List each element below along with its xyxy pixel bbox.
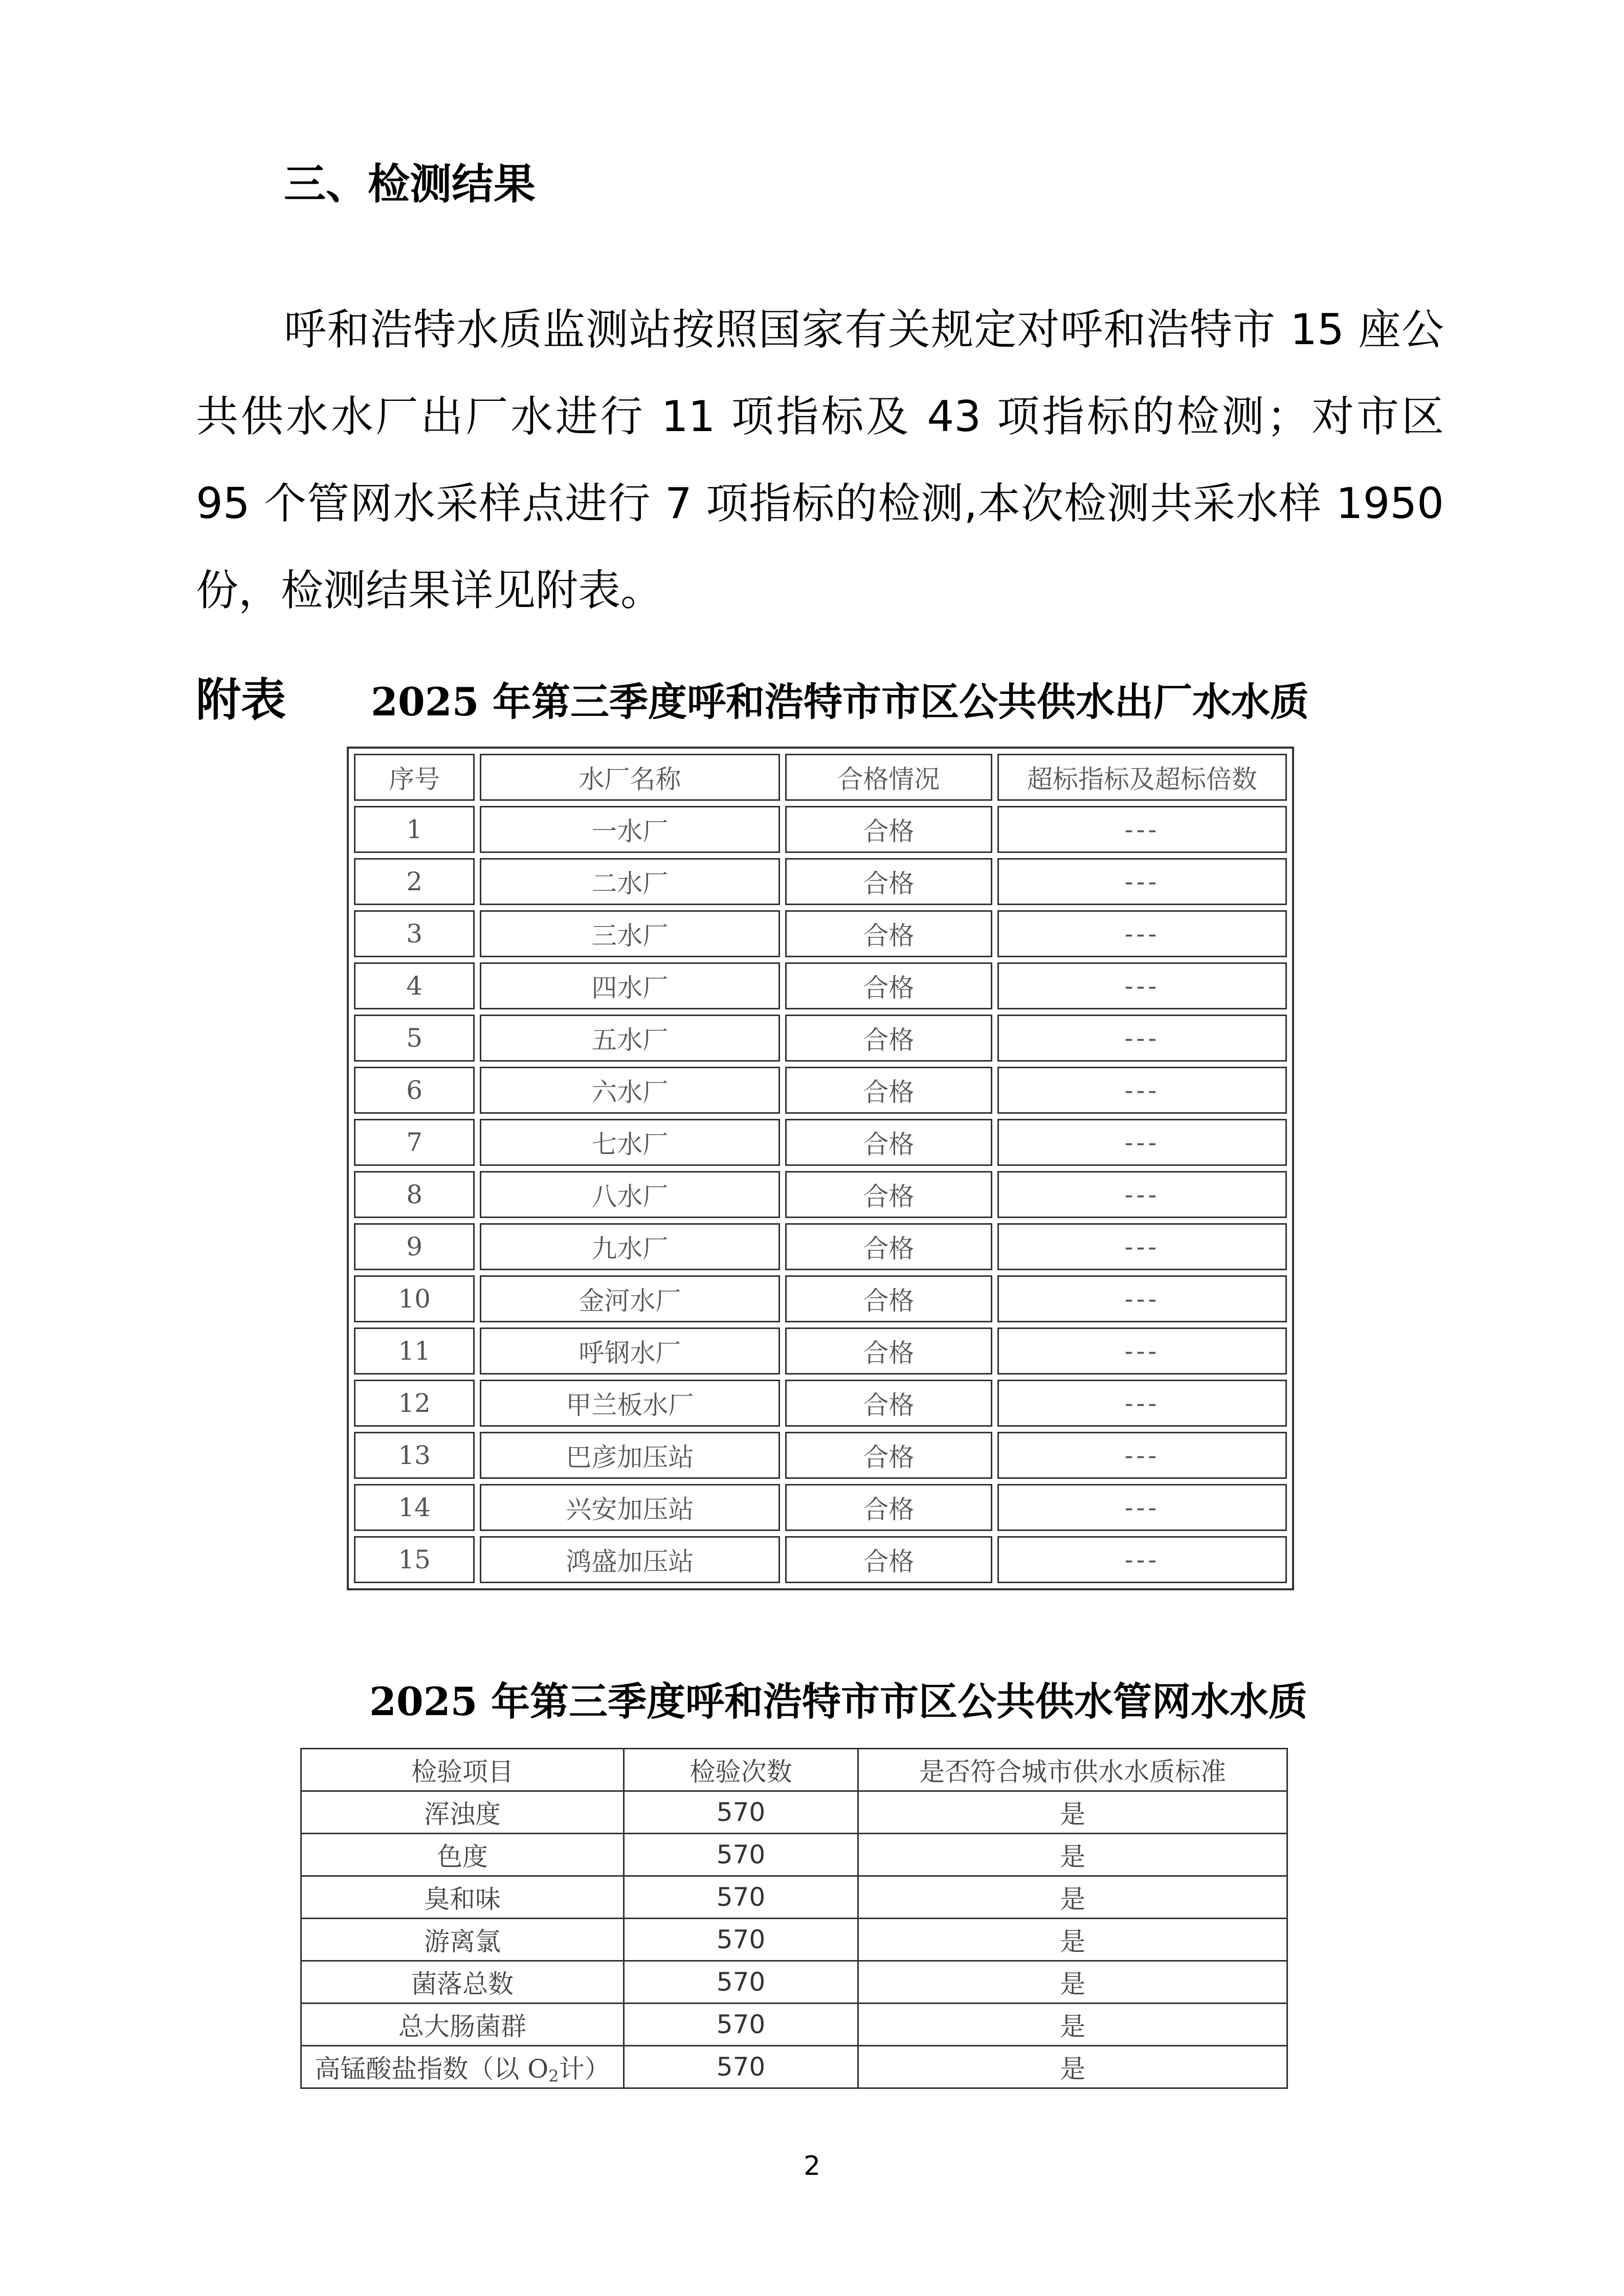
cell-test-item: 色度 [301,1834,624,1876]
cell-exceed: --- [997,1275,1287,1322]
cell-serial: 1 [354,806,475,853]
cell-status: 合格 [785,1067,992,1114]
cell-status: 合格 [785,962,992,1009]
cell-serial: 10 [354,1275,475,1322]
cell-plant-name: 四水厂 [480,962,780,1009]
cell-exceed: --- [997,962,1287,1009]
table-row [301,2046,1287,2088]
plant-water-quality-table [347,747,1294,1590]
cell-exceed: --- [997,1119,1287,1166]
table-row [354,1432,1287,1479]
table-row [354,1119,1287,1166]
cell-compliance: 是 [858,1834,1287,1876]
item-subscript: 2 [548,2066,559,2086]
table-row [301,1876,1287,1919]
cell-exceed: --- [997,1067,1287,1114]
table-row [354,1275,1287,1322]
cell-status: 合格 [785,910,992,957]
header-plant-name: 水厂名称 [480,754,780,801]
cell-status: 合格 [785,1119,992,1166]
cell-exceed: --- [997,1015,1287,1062]
table-row [354,1380,1287,1427]
cell-exceed: --- [997,1432,1287,1479]
table-row [354,1223,1287,1270]
cell-status: 合格 [785,1536,992,1583]
cell-plant-name: 三水厂 [480,910,780,957]
body-paragraph: 呼和浩特水质监测站按照国家有关规定对呼和浩特市 15 座公共供水水厂出厂水进行 11 项指标及 43 项指标的检测；对市区 95 个管网水采样点进行 7 项指标的检测,本次检测共采水样 1950 份，检测结果详见附表。 [196,305,1444,615]
table-row [354,1484,1287,1531]
cell-serial: 6 [354,1067,475,1114]
cell-test-count: 570 [624,1961,858,2004]
table-row [301,1961,1287,2004]
cell-test-count: 570 [624,1919,858,1961]
cell-test-item: 浑浊度 [301,1791,624,1834]
header-exceed: 超标指标及超标倍数 [997,754,1287,801]
cell-test-item: 臭和味 [301,1876,624,1919]
table-row [354,962,1287,1009]
cell-serial: 3 [354,910,475,957]
cell-serial: 2 [354,858,475,905]
cell-serial: 8 [354,1171,475,1218]
cell-exceed: --- [997,910,1287,957]
cell-serial: 5 [354,1015,475,1062]
table-header-row [354,754,1287,801]
table-row [301,2004,1287,2046]
cell-status: 合格 [785,1432,992,1479]
cell-plant-name: 五水厂 [480,1015,780,1062]
cell-compliance: 是 [858,2046,1287,2088]
cell-plant-name: 一水厂 [480,806,780,853]
cell-status: 合格 [785,1171,992,1218]
cell-status: 合格 [785,806,992,853]
cell-serial: 11 [354,1327,475,1375]
cell-plant-name: 鸿盛加压站 [480,1536,780,1583]
table-row [354,1067,1287,1114]
header-status: 合格情况 [785,754,992,801]
table-row [301,1834,1287,1876]
cell-plant-name: 九水厂 [480,1223,780,1270]
cell-compliance: 是 [858,1961,1287,2004]
cell-compliance: 是 [858,2004,1287,2046]
cell-plant-name: 七水厂 [480,1119,780,1166]
table1-caption: 2025 年第三季度呼和浩特市市区公共供水出厂水水质 [371,679,1309,725]
cell-exceed: --- [997,1536,1287,1583]
cell-plant-name: 兴安加压站 [480,1484,780,1531]
cell-exceed: --- [997,1327,1287,1375]
cell-test-count: 570 [624,2046,858,2088]
header-compliance: 是否符合城市供水水质标准 [858,1749,1287,1791]
cell-serial: 14 [354,1484,475,1531]
cell-exceed: --- [997,1484,1287,1531]
table-row [354,1327,1287,1375]
cell-test-count: 570 [624,1834,858,1876]
cell-serial: 7 [354,1119,475,1166]
cell-plant-name: 二水厂 [480,858,780,905]
cell-exceed: --- [997,1380,1287,1427]
cell-status: 合格 [785,1327,992,1375]
cell-serial: 12 [354,1380,475,1427]
cell-serial: 4 [354,962,475,1009]
table-row [354,806,1287,853]
table2-caption: 2025 年第三季度呼和浩特市市区公共供水管网水水质 [369,1679,1307,1724]
cell-plant-name: 呼钢水厂 [480,1327,780,1375]
header-test-item: 检验项目 [301,1749,624,1791]
item-prefix: 高锰酸盐指数（以 O [315,2054,549,2084]
header-test-count: 检验次数 [624,1749,858,1791]
cell-compliance: 是 [858,1876,1287,1919]
table-row [354,910,1287,957]
cell-serial: 15 [354,1536,475,1583]
cell-serial: 13 [354,1432,475,1479]
cell-compliance: 是 [858,1791,1287,1834]
cell-test-count: 570 [624,1791,858,1834]
cell-status: 合格 [785,858,992,905]
table-row [354,1536,1287,1583]
cell-exceed: --- [997,1223,1287,1270]
cell-test-item [301,2046,624,2088]
cell-status: 合格 [785,1484,992,1531]
table-row [354,1171,1287,1218]
table-row [354,1015,1287,1062]
cell-test-count: 570 [624,2004,858,2046]
cell-exceed: --- [997,858,1287,905]
appendix-label: 附表 [196,673,286,726]
cell-test-count: 570 [624,1876,858,1919]
cell-serial: 9 [354,1223,475,1270]
table-row [354,858,1287,905]
cell-plant-name: 金河水厂 [480,1275,780,1322]
section-heading: 三、检测结果 [284,160,536,209]
cell-status: 合格 [785,1380,992,1427]
cell-test-item: 菌落总数 [301,1961,624,2004]
cell-plant-name: 六水厂 [480,1067,780,1114]
cell-plant-name: 巴彦加压站 [480,1432,780,1479]
table-row [301,1919,1287,1961]
cell-compliance: 是 [858,1919,1287,1961]
cell-plant-name: 甲兰板水厂 [480,1380,780,1427]
cell-exceed: --- [997,806,1287,853]
header-serial: 序号 [354,754,475,801]
cell-test-item: 游离氯 [301,1919,624,1961]
cell-status: 合格 [785,1275,992,1322]
cell-status: 合格 [785,1223,992,1270]
network-water-quality-table [300,1748,1288,2089]
page-number: 2 [803,2151,821,2181]
cell-exceed: --- [997,1171,1287,1218]
table-row [301,1791,1287,1834]
cell-status: 合格 [785,1015,992,1062]
table-header-row [301,1749,1287,1791]
cell-plant-name: 八水厂 [480,1171,780,1218]
cell-test-item: 总大肠菌群 [301,2004,624,2046]
item-suffix: 计） [559,2054,610,2084]
